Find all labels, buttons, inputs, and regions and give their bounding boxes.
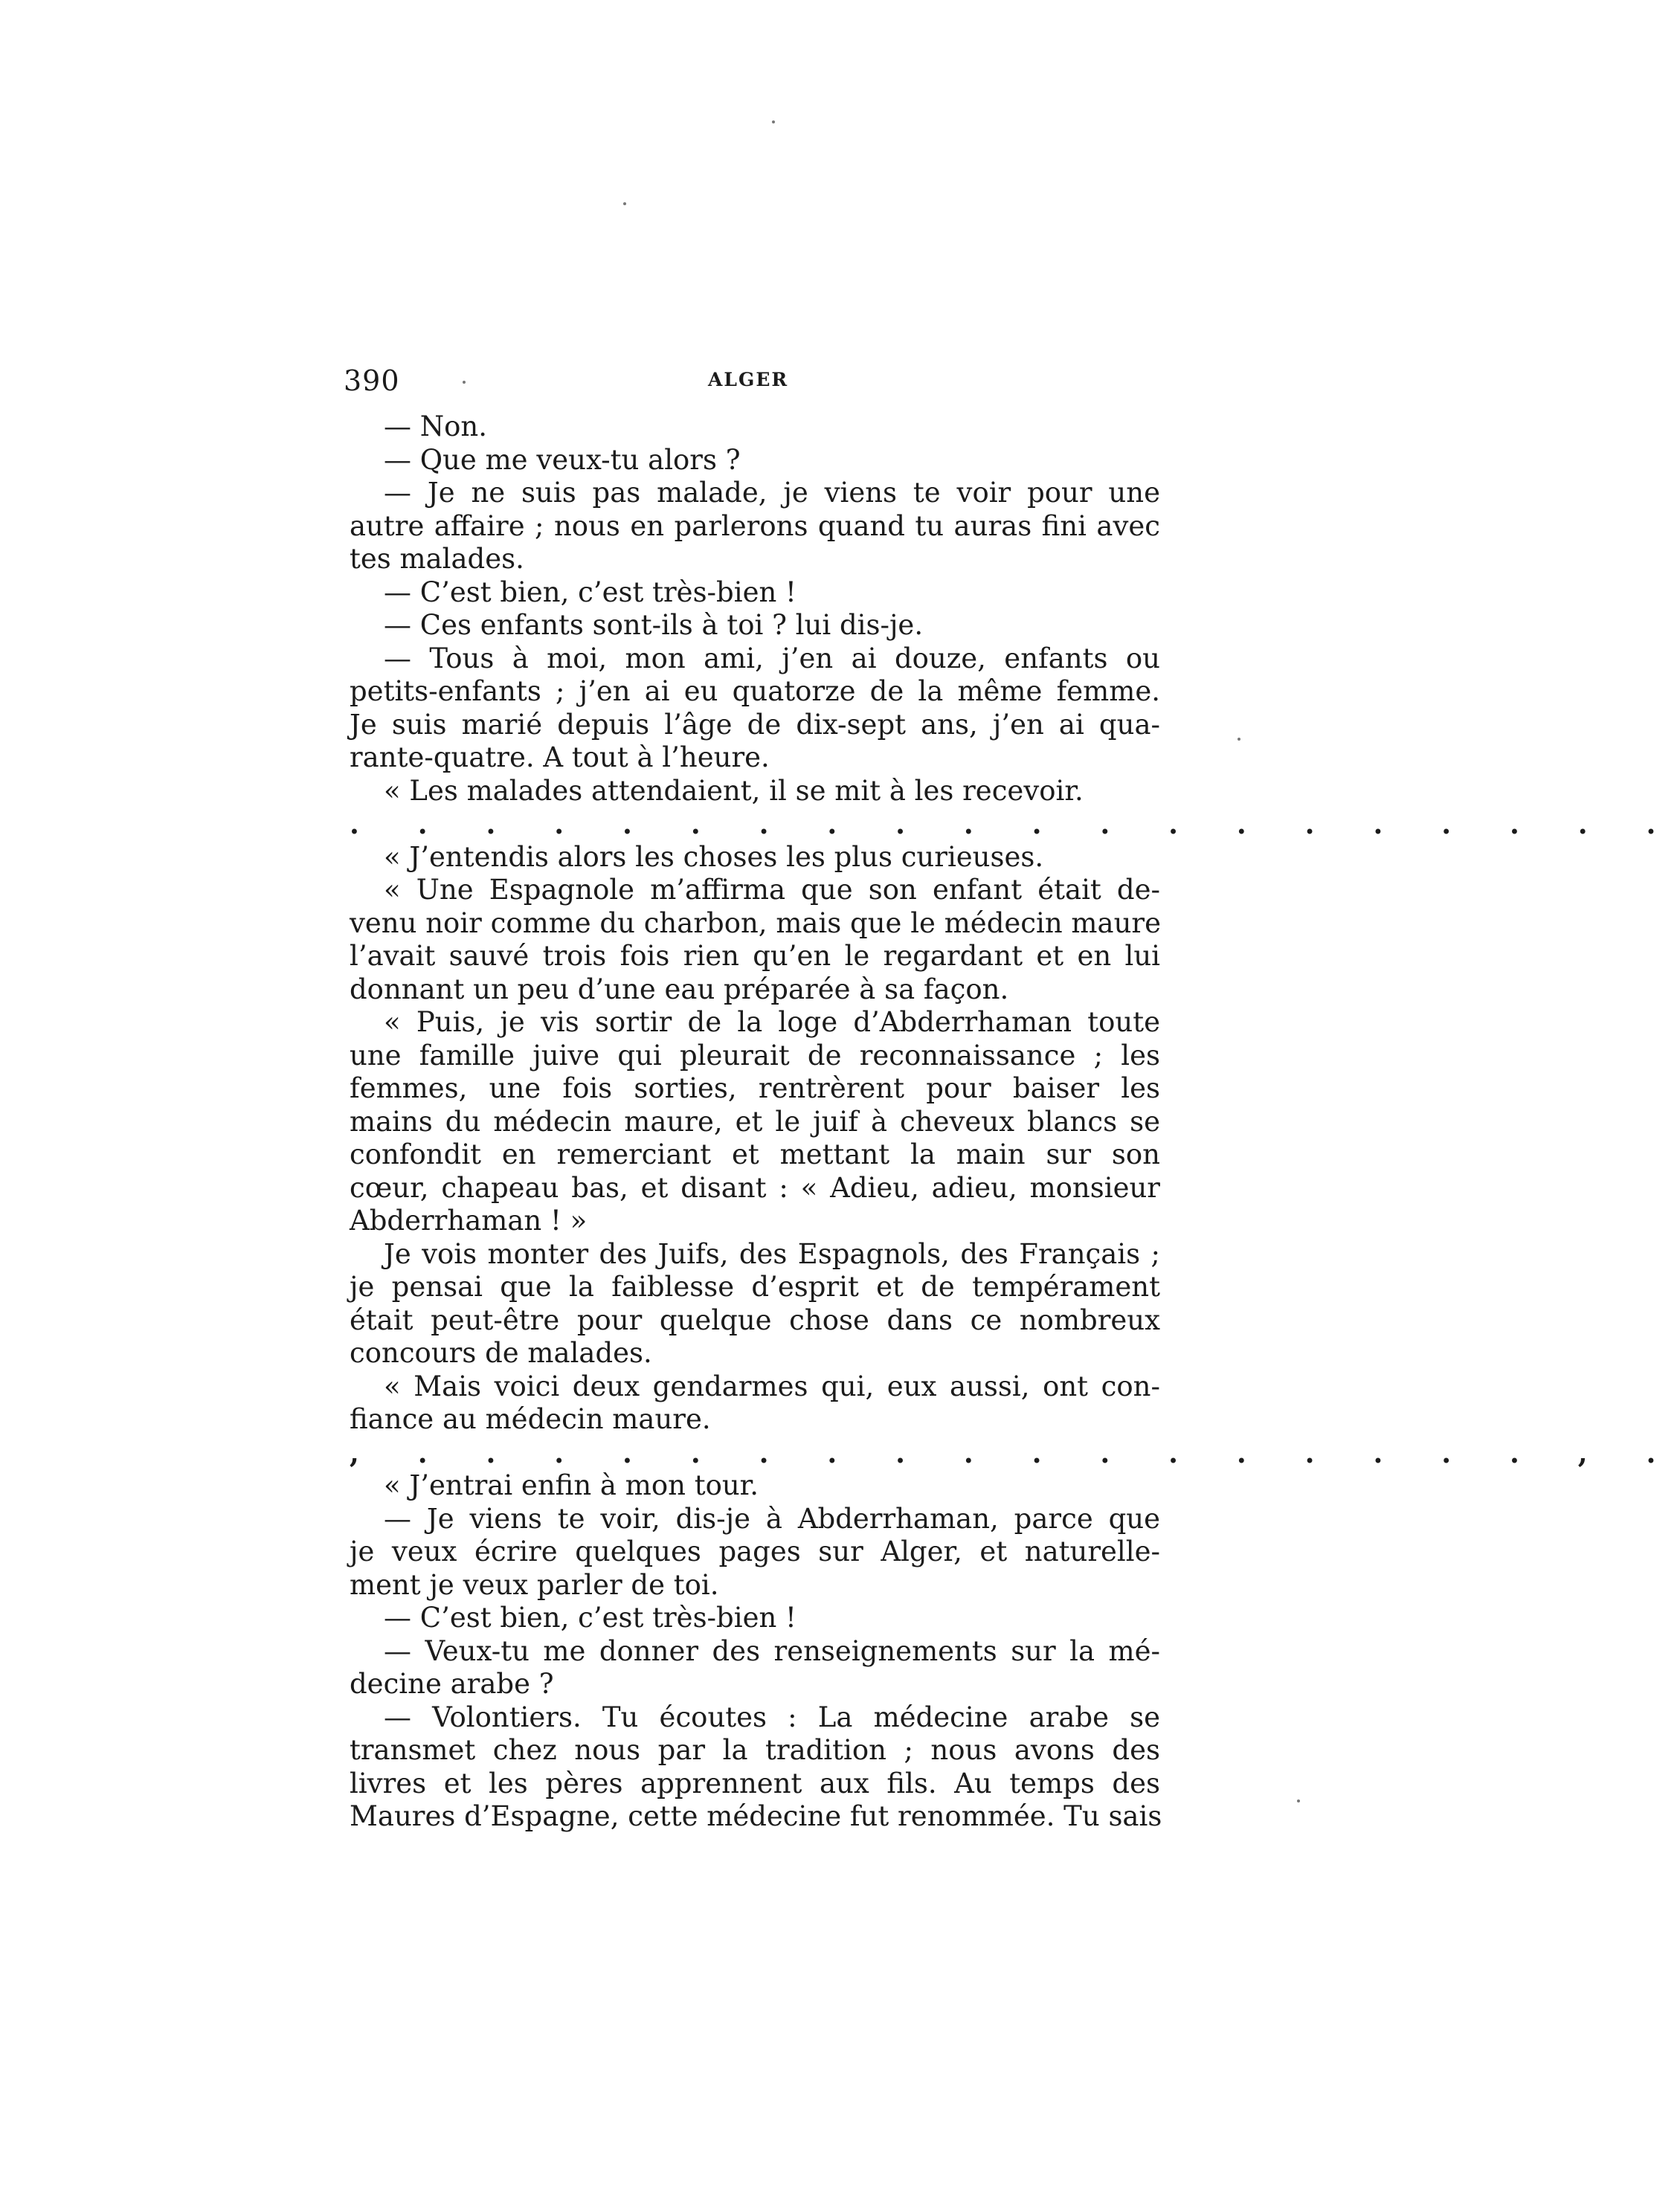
text-line: confondit en remerciant et mettant la main sur son [350, 1138, 1160, 1170]
scan-speck [623, 202, 626, 205]
text-line: donnant un peu d’une eau préparée à sa façon. [350, 973, 1009, 1005]
text-line: — Veux-tu me donner des renseignements sur la mé- [384, 1634, 1160, 1667]
text-line: « J’entendis alors les choses les plus curieuses. [384, 840, 1044, 873]
text-line: autre affaire ; nous en parlerons quand tu auras fini avec [350, 509, 1160, 542]
text-line: femmes, une fois sorties, rentrèrent pour baiser les [350, 1072, 1160, 1104]
text-line: venu noir comme du charbon, mais que le médecin maure [350, 906, 1161, 939]
text-line: transmet chez nous par la tradition ; nous avons des [350, 1734, 1160, 1766]
text-line: « J’entrai enfin à mon tour. [384, 1469, 759, 1501]
text-line: concours de malades. [350, 1337, 652, 1369]
text-line: — Non. [384, 410, 488, 442]
text-line: rante-quatre. A tout à l’heure. [350, 741, 770, 773]
text-line: — Tous à moi, mon ami, j’en ai douze, enfants ou [384, 642, 1160, 674]
ellipsis-line: . . . . . . . . . . . . . . . . . . . . [350, 808, 1680, 840]
text-line: decine arabe ? [350, 1668, 554, 1700]
text-line: — Je ne suis pas malade, je viens te voir pour une [384, 477, 1160, 509]
text-line: une famille juive qui pleurait de reconnaissance ; les [350, 1039, 1160, 1072]
text-line: était peut-être pour quelque chose dans ce nombreux [350, 1304, 1160, 1336]
ellipsis-line: , . . . . . . . . . . . . . . . . . , . [350, 1436, 1680, 1469]
text-line: mains du médecin maure, et le juif à cheveux blancs se [350, 1105, 1160, 1138]
text-line: ment je veux parler de toi. [350, 1568, 719, 1601]
scan-speck [772, 120, 775, 123]
text-line: — Volontiers. Tu écoutes : La médecine arabe se [384, 1701, 1160, 1733]
scan-speck [1238, 738, 1240, 741]
text-line: Abderrhaman ! » [350, 1205, 588, 1237]
text-line: l’avait sauvé trois fois rien qu’en le regardant et en lui [350, 940, 1160, 972]
text-line: — Que me veux-tu alors ? [384, 443, 741, 476]
scan-speck [1297, 1799, 1300, 1802]
page-header [344, 364, 1162, 409]
text-line: fiance au médecin maure. [350, 1403, 711, 1435]
text-line: cœur, chapeau bas, et disant : « Adieu, adieu, monsieur [350, 1171, 1160, 1204]
running-head: ALGER [708, 369, 789, 390]
text-line: — C’est bien, c’est très-bien ! [384, 1602, 796, 1634]
text-line: « Mais voici deux gendarmes qui, eux aussi, ont con- [384, 1370, 1160, 1402]
page-number: 390 [344, 364, 400, 397]
text-line: je pensai que la faiblesse d’esprit et de tempérament [350, 1271, 1160, 1303]
scan-speck [463, 381, 466, 384]
text-line: « Puis, je vis sortir de la loge d’Abderrhaman toute [384, 1006, 1160, 1038]
text-line: livres et les pères apprennent aux fils. Au temps des [350, 1767, 1160, 1799]
text-line: — Je viens te voir, dis-je à Abderrhaman, parce que [384, 1502, 1160, 1535]
text-line: Je vois monter des Juifs, des Espagnols, des Français ; [384, 1237, 1160, 1270]
text-line: « Une Espagnole m’affirma que son enfant était de- [384, 874, 1160, 906]
text-line: Je suis marié depuis l’âge de dix-sept ans, j’en ai qua- [350, 708, 1160, 741]
text-line: — C’est bien, c’est très-bien ! [384, 576, 796, 608]
text-line: « Les malades attendaient, il se mit à les recevoir. [384, 774, 1084, 807]
text-line: je veux écrire quelques pages sur Alger, et naturelle- [350, 1536, 1160, 1567]
text-line: tes malades. [350, 543, 524, 575]
text-line: petits-enfants ; j’en ai eu quatorze de la même femme. [350, 675, 1160, 707]
body-text [350, 410, 1680, 1834]
text-line: — Ces enfants sont-ils à toi ? lui dis-je. [384, 609, 924, 641]
text-line: Maures d’Espagne, cette médecine fut renommée. Tu sais [350, 1800, 1162, 1832]
